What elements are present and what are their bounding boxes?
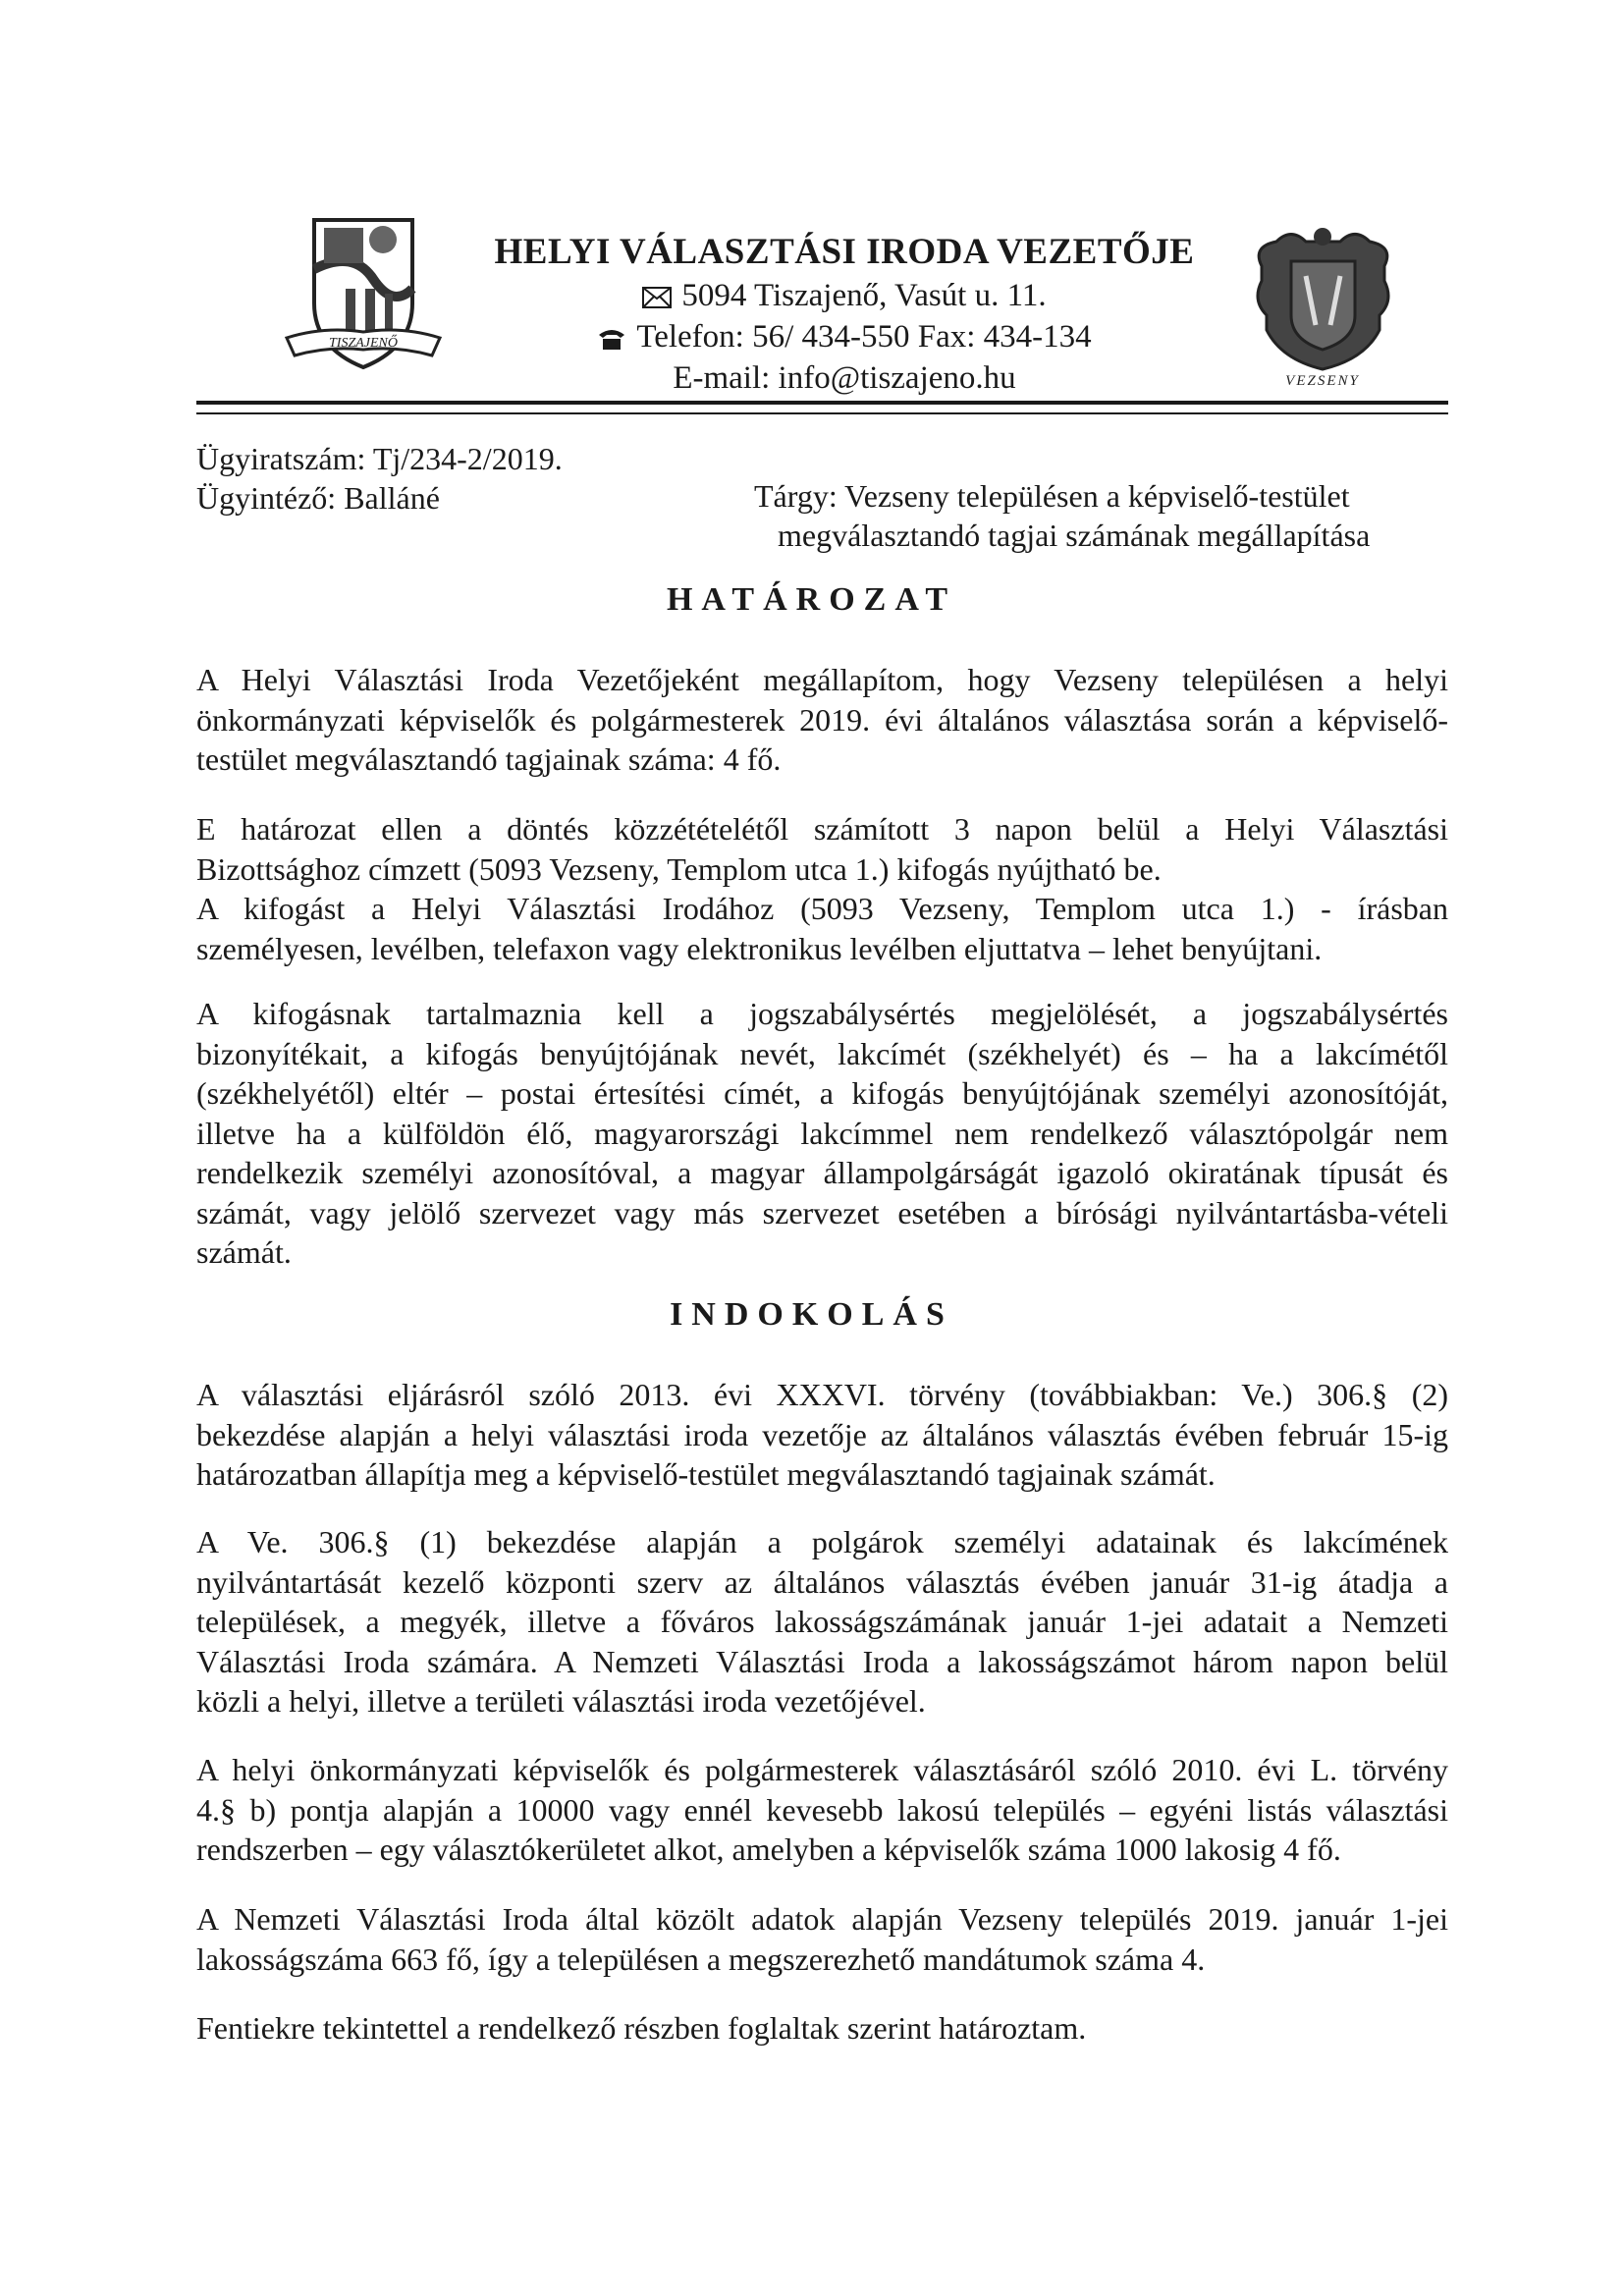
text-line: bizonyítékait, a kifogás benyújtójának nevét, lakcímét (székhelyét) és – ha a lakcímétől (196, 1035, 1448, 1071)
text-line: A választási eljárásról szóló 2013. évi XXXVI. törvény (továbbiakban: Ve.) 306.§ (2) (196, 1377, 1448, 1412)
case-administrator: Ügyintéző: Balláné (196, 480, 440, 516)
logo-right-text: VEZSENY (1285, 373, 1360, 389)
paragraph-legal-basis (196, 1375, 1448, 1495)
subject-block (754, 476, 1441, 555)
decision-heading: HATÁROZAT (666, 581, 957, 618)
text-line: A Helyi Választási Iroda Vezetőjeként megállapítom, hogy Vezseny településen a helyi (196, 662, 1448, 697)
case-number: Ügyiratszám: Tj/234-2/2019. (196, 441, 563, 476)
telephone-icon (597, 327, 626, 351)
header-divider-thin (196, 412, 1448, 414)
paragraph-representatives-law (196, 1750, 1448, 1870)
text-line: E határozat ellen a döntés közzétételétől számított 3 napon belül a Helyi Választási (196, 811, 1448, 847)
paragraph-vezseny-population (196, 1899, 1448, 1979)
text-line: határozatban állapítja meg a képviselő-testület megválasztandó tagjainak számát. (196, 1456, 1216, 1492)
text-line: A kifogásnak tartalmaznia kell a jogszabálysértés megjelölését, a jogszabálysértés (196, 996, 1448, 1031)
text-line: A helyi önkormányzati képviselők és polgármesterek választásáról szóló 2010. évi L. törvény (196, 1752, 1448, 1787)
text-line: Fentiekre tekintettel a rendelkező részben foglaltak szerint határoztam. (196, 2010, 1087, 2046)
text-line: közli a helyi, illetve a területi választási iroda vezetőjével. (196, 1683, 926, 1719)
tiszajeno-coat-of-arms-icon (285, 210, 442, 375)
header-divider-thick (196, 401, 1448, 405)
paragraph-conclusion (196, 2008, 1448, 2049)
subject-line-1: Tárgy: Vezseny településen a képviselő-testület (754, 478, 1350, 514)
text-line: települések, a megyék, illetve a főváros lakosságszámának január 1-jei adatait a Nemzeti (196, 1604, 1448, 1639)
office-email[interactable]: E-mail: info@tiszajeno.hu (673, 360, 1016, 396)
logo-left-text: TISZAJENŐ (329, 336, 398, 351)
paragraph-population-data (196, 1522, 1448, 1722)
text-line: bekezdése alapján a helyi választási iroda vezetője az általános választás évében február 15-ig (196, 1416, 1448, 1452)
office-address: 5094 Tiszajenő, Vasút u. 11. (681, 278, 1047, 313)
text-line: rendszerben – egy választókerületet alkot, amelyben a képviselők száma 1000 lakosig 4 fő. (196, 1831, 1341, 1867)
text-line: rendelkezik személyi azonosítóval, a magyar állampolgárságát igazoló okiratának típusát és (196, 1155, 1448, 1190)
text-line: lakosságszáma 663 fő, így a településen a megszerezhető mandátumok száma 4. (196, 1941, 1206, 1977)
text-line: 4.§ b) pontja alapján a 10000 vagy ennél kevesebb lakosú település – egyéni listás választási (196, 1791, 1448, 1828)
text-line: számát, vagy jelölő szervezet vagy más szervezet esetében a bírósági nyilvántartásba-vételi (196, 1194, 1448, 1230)
text-line: Választási Iroda számára. A Nemzeti Választási Iroda a lakosságszámot három napon belül (196, 1643, 1448, 1679)
office-phone-line (491, 316, 1198, 357)
paragraph-decision (196, 660, 1448, 780)
envelope-icon (642, 287, 672, 308)
text-line: személyesen, levélben, telefaxon vagy elektronikus levélben eljuttatva – lehet benyújtani. (196, 930, 1323, 966)
paragraph-objection-contents (196, 994, 1448, 1273)
reasoning-heading: INDOKOLÁS (670, 1296, 953, 1333)
subject-line-2: megválasztandó tagjai számának megállapítása (778, 518, 1371, 553)
text-line: nyilvántartását kezelő központi szerv az általános választás évében január 31-ig átadja a (196, 1563, 1448, 1600)
text-line: testület megválasztandó tagjainak száma: 4 fő. (196, 741, 782, 777)
text-line: A kifogást a Helyi Választási Irodához (5093 Vezseny, Templom utca 1.) - írásban (196, 891, 1448, 926)
text-line: illetve ha a külföldön élő, magyarországi lakcímmel nem rendelkező választópolgár nem (196, 1115, 1448, 1151)
text-line: Bizottsághoz címzett (5093 Vezseny, Templom utca 1.) kifogás nyújtható be. (196, 850, 1162, 887)
letterhead (491, 230, 1198, 399)
paragraph-appeal (196, 809, 1448, 968)
text-line: A Nemzeti Választási Iroda által közölt adatok alapján Vezseny település 2019. január 1-jei (196, 1901, 1448, 1937)
text-line: (székhelyétől) eltér – postai értesítési címét, a kifogás benyújtójának személyi azonosítóját, (196, 1075, 1448, 1111)
office-phone-fax: Telefon: 56/ 434-550 Fax: 434-134 (636, 319, 1092, 355)
office-title: HELYI VÁLASZTÁSI IRODA VEZETŐJE (494, 232, 1195, 272)
text-line: számát. (196, 1234, 292, 1270)
vezseny-coat-of-arms-icon (1247, 222, 1399, 389)
office-address-line (491, 275, 1198, 316)
text-line: A Ve. 306.§ (1) bekezdése alapján a polgárok személyi adatainak és lakcímének (196, 1524, 1448, 1559)
text-line: önkormányzati képviselők és polgármesterek 2019. évi általános választása során a képviselő- (196, 701, 1448, 738)
